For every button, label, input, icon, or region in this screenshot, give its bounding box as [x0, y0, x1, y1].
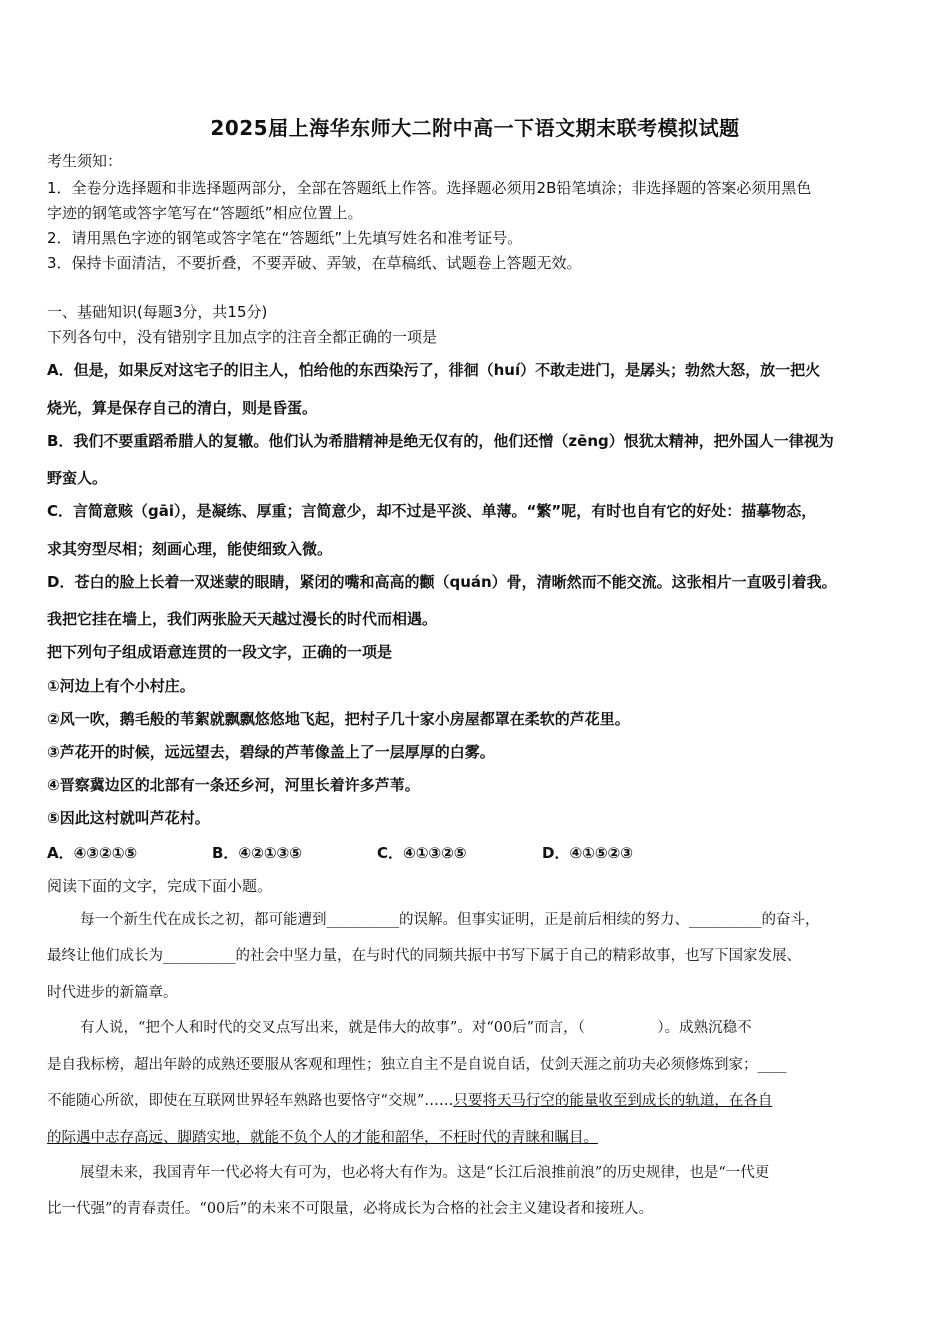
question-1-stem: 下列各句中，没有错别字且加点字的注音全都正确的一项是	[47, 328, 438, 346]
notice-item-1: 1．全卷分选择题和非选择题两部分，全部在答题纸上作答。选择题必须用2B铅笔填涂；非选择题的答案必须用黑色	[47, 179, 812, 197]
q1-option-b-cont: 野蛮人。	[47, 469, 108, 487]
question-2-stem: 把下列句子组成语意连贯的一段文字，正确的一项是	[47, 643, 393, 661]
q2-option-a: A．④③②①⑤	[47, 844, 138, 862]
q1-option-b: B．我们不要重蹈希腊人的复辙。他们认为希腊精神是绝无仅有的，他们还憎（zēng）恨犹太精神，把外国人一律视为	[47, 432, 834, 450]
underlined-sentence: 只要将天马行空的能量收至到成长的轨道，在各自	[453, 1093, 773, 1109]
q2-option-b: B．④②①③⑤	[212, 844, 302, 862]
passage-p3-line2: 比一代强”的青春责任。“00后”的未来不可限量，必将成长为合格的社会主义建设者和接班人。	[47, 1201, 654, 1217]
page-title: 2025届上海华东师大二附中高一下语文期末联考模拟试题	[210, 116, 740, 140]
q1-option-a: A．但是，如果反对这宅子的旧主人，怕给他的东西染污了，徘徊（huí）不敢走进门，是孱头；勃然大怒，放一把火	[47, 361, 821, 379]
q1-option-d-cont: 我把它挂在墙上，我们两张脸天天越过漫长的时代而相遇。	[47, 610, 438, 628]
passage-p1-line1: 每一个新生代在成长之初，都可能遭到__________的误解。但事实证明，正是前后相续的努力、__________的奋斗，	[80, 912, 820, 928]
passage-p2-line2: 是自我标榜，超出年龄的成熟还要服从客观和理性；独立自主不是自说自话，仗剑天涯之前功夫必须修炼到家；____	[47, 1057, 787, 1073]
q1-option-c: C．言简意赅（gāi），是凝练、厚重；言简意少，却不过是平淡、单薄。“繁”呢，有时也自有它的好处：描摹物态，	[47, 502, 817, 520]
q2-sentence-4: ④晋察冀边区的北部有一条还乡河，河里长着许多芦苇。	[47, 776, 420, 794]
q1-option-d: D．苍白的脸上长着一双迷蒙的眼睛，紧闭的嘴和高高的颧（quán）骨，清晰然而不能交流。这张相片一直吸引着我。	[47, 573, 837, 591]
passage-p2-line1: 有人说，“把个人和时代的交叉点写出来，就是伟大的故事”。对“00后”而言，（ ）。成熟沉稳不	[80, 1020, 752, 1036]
q2-sentence-3: ③芦花开的时候，远远望去，碧绿的芦苇像盖上了一层厚厚的白雾。	[47, 743, 495, 761]
notice-item-1-cont: 字迹的钢笔或答字笔写在“答题纸”相应位置上。	[47, 204, 363, 222]
notice-item-2: 2．请用黑色字迹的钢笔或答字笔在“答题纸”上先填写姓名和准考证号。	[47, 229, 523, 247]
q2-sentence-2: ②风一吹，鹅毛般的苇絮就飘飘悠悠地飞起，把村子几十家小房屋都罩在柔软的芦花里。	[47, 710, 630, 728]
notice-item-3: 3．保持卡面清洁，不要折叠，不要弄破、弄皱，在草稿纸、试题卷上答题无效。	[47, 254, 582, 272]
passage-p1-line3: 时代进步的新篇章。	[47, 985, 178, 1001]
q1-option-a-cont: 烧光，算是保存自己的清白，则是昏蛋。	[47, 399, 318, 417]
q2-option-d: D．④①⑤②③	[542, 844, 633, 862]
passage-p2-line3	[47, 1091, 907, 1111]
q2-sentence-5: ⑤因此这村就叫芦花村。	[47, 809, 210, 827]
q2-sentence-1: ①河边上有个小村庄。	[47, 677, 195, 695]
passage-p2-line3-text: 不能随心所欲，即使在互联网世界轻车熟路也要恪守“交规”……	[47, 1093, 454, 1109]
section-heading: 一、基础知识(每题3分，共15分)	[47, 303, 268, 321]
notice-heading: 考生须知：	[47, 152, 123, 170]
passage-p1-line2: 最终让他们成长为__________的社会中坚力量，在与时代的同频共振中书写下属于自己的精彩故事，也写下国家发展、	[47, 948, 801, 964]
reading-intro: 阅读下面的文字，完成下面小题。	[47, 877, 273, 895]
underlined-sentence-cont: 的际遇中志存高远、脚踏实地，就能不负个人的才能和韶华，不枉时代的青睐和瞩目。	[47, 1130, 598, 1146]
q2-option-c: C．④①③②⑤	[377, 844, 467, 862]
passage-p3-line1: 展望未来，我国青年一代必将大有可为，也必将大有作为。这是“长江后浪推前浪”的历史规律，也是“一代更	[80, 1165, 770, 1181]
q1-option-c-cont: 求其穷型尽相；刻画心理，能使细致入微。	[47, 540, 333, 558]
